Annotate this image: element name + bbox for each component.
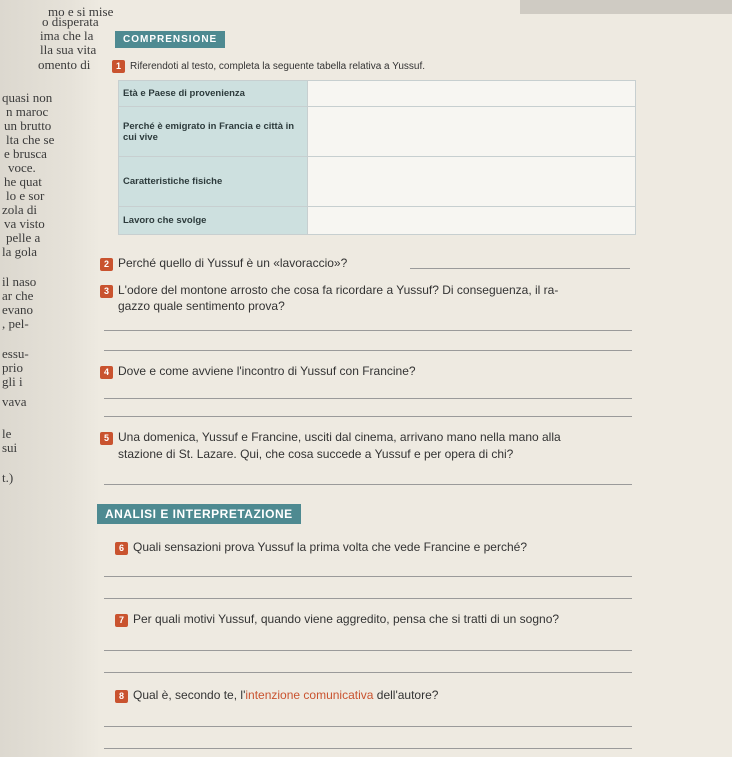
question-text: L'odore del montone arrosto che cosa fa ricordare a Yussuf? Di conseguenza, il ra- bbox=[118, 283, 559, 297]
question-text: gazzo quale sentimento prova? bbox=[118, 299, 285, 313]
answer-line[interactable] bbox=[104, 416, 632, 417]
answer-line[interactable] bbox=[104, 726, 632, 727]
question-text: Riferendoti al testo, completa la seguente tabella relativa a Yussuf. bbox=[130, 61, 425, 72]
analysis-badge: ANALISI E INTERPRETAZIONE bbox=[97, 504, 301, 524]
question-number: 6 bbox=[115, 542, 128, 555]
question-text: stazione di St. Lazare. Qui, che cosa succede a Yussuf e per opera di chi? bbox=[118, 447, 514, 461]
answer-line[interactable] bbox=[104, 350, 632, 351]
left-margin-word: lta che se bbox=[6, 132, 55, 147]
question-number: 4 bbox=[100, 366, 113, 379]
left-margin-word: il naso bbox=[2, 274, 37, 289]
left-margin-word: gli i bbox=[2, 374, 23, 389]
left-margin-word: evano bbox=[2, 302, 34, 317]
question-3-continued bbox=[118, 299, 285, 313]
left-margin-word: n maroc bbox=[6, 104, 49, 119]
left-margin-word: he quat bbox=[4, 174, 42, 189]
left-margin-word: va visto bbox=[4, 216, 45, 231]
question-number: 7 bbox=[115, 614, 128, 627]
question-number: 1 bbox=[112, 60, 125, 73]
info-table bbox=[118, 80, 636, 235]
left-margin-word: prio bbox=[2, 360, 23, 375]
question-3 bbox=[100, 283, 558, 298]
question-number: 2 bbox=[100, 258, 113, 271]
question-2 bbox=[100, 256, 347, 271]
left-margin-word: omento di bbox=[38, 57, 91, 72]
table-cell[interactable] bbox=[308, 157, 636, 207]
question-number: 5 bbox=[100, 432, 113, 445]
question-text: Dove e come avviene l'incontro di Yussuf con Francine? bbox=[118, 364, 416, 378]
left-margin-word: vava bbox=[2, 394, 27, 409]
left-margin-word: mo e si mise bbox=[48, 4, 114, 19]
question-text: dell'autore? bbox=[373, 688, 439, 702]
answer-line[interactable] bbox=[104, 484, 632, 485]
left-margin-word: sui bbox=[2, 440, 18, 455]
question-5-continued bbox=[118, 447, 513, 461]
table-label: Lavoro che svolge bbox=[119, 207, 308, 235]
left-margin-word: ar che bbox=[2, 288, 34, 303]
question-text: Per quali motivi Yussuf, quando viene aggredito, pensa che si tratti di un sogno? bbox=[133, 612, 560, 626]
left-margin-word: pelle a bbox=[6, 230, 41, 245]
left-margin-word: la gola bbox=[2, 244, 38, 259]
left-margin-word: voce. bbox=[8, 160, 36, 175]
highlighted-term: intenzione comunicativa bbox=[245, 688, 374, 702]
left-margin-word: lo e sor bbox=[6, 188, 45, 203]
left-margin-word: zola di bbox=[2, 202, 38, 217]
answer-line[interactable] bbox=[104, 398, 632, 399]
left-margin-word: t.) bbox=[2, 470, 14, 485]
left-margin-word: lla sua vita bbox=[40, 42, 97, 57]
question-5 bbox=[100, 430, 561, 445]
left-margin-word: , pel- bbox=[2, 316, 29, 331]
question-number: 3 bbox=[100, 285, 113, 298]
question-6 bbox=[115, 540, 527, 555]
answer-line[interactable] bbox=[104, 748, 632, 749]
question-text: Quali sensazioni prova Yussuf la prima volta che vede Francine e perché? bbox=[133, 540, 528, 554]
left-margin-word: e brusca bbox=[4, 146, 47, 161]
answer-line[interactable] bbox=[104, 650, 632, 651]
left-margin-word: essu- bbox=[2, 346, 29, 361]
table-label: Perché è emigrato in Francia e città in cui vive bbox=[119, 107, 308, 157]
answer-line[interactable] bbox=[104, 576, 632, 577]
left-margin-word: quasi non bbox=[2, 90, 53, 105]
table-cell[interactable] bbox=[308, 107, 636, 157]
question-8 bbox=[115, 688, 438, 703]
question-1 bbox=[112, 60, 425, 73]
answer-line[interactable] bbox=[104, 598, 632, 599]
answer-line[interactable] bbox=[410, 268, 630, 269]
question-7 bbox=[115, 612, 559, 627]
question-text: Perché quello di Yussuf è un «lavoraccio»? bbox=[118, 256, 348, 270]
left-margin-word: un brutto bbox=[4, 118, 52, 133]
comprehension-badge: COMPRENSIONE bbox=[115, 31, 225, 48]
table-cell[interactable] bbox=[308, 207, 636, 235]
table-cell[interactable] bbox=[308, 81, 636, 107]
question-4 bbox=[100, 364, 416, 379]
answer-line[interactable] bbox=[104, 672, 632, 673]
table-label: Età e Paese di provenienza bbox=[119, 81, 308, 107]
answer-line[interactable] bbox=[104, 330, 632, 331]
left-margin-word: le bbox=[2, 426, 12, 441]
question-text: Qual è, secondo te, l' bbox=[133, 688, 246, 702]
question-text: Una domenica, Yussuf e Francine, usciti dal cinema, arrivano mano nella mano alla bbox=[118, 430, 561, 444]
left-margin-word: ima che la bbox=[40, 28, 94, 43]
top-edge-strip bbox=[520, 0, 732, 14]
left-margin-word: o disperata bbox=[42, 14, 99, 29]
question-number: 8 bbox=[115, 690, 128, 703]
table-label: Caratteristiche fisiche bbox=[119, 157, 308, 207]
